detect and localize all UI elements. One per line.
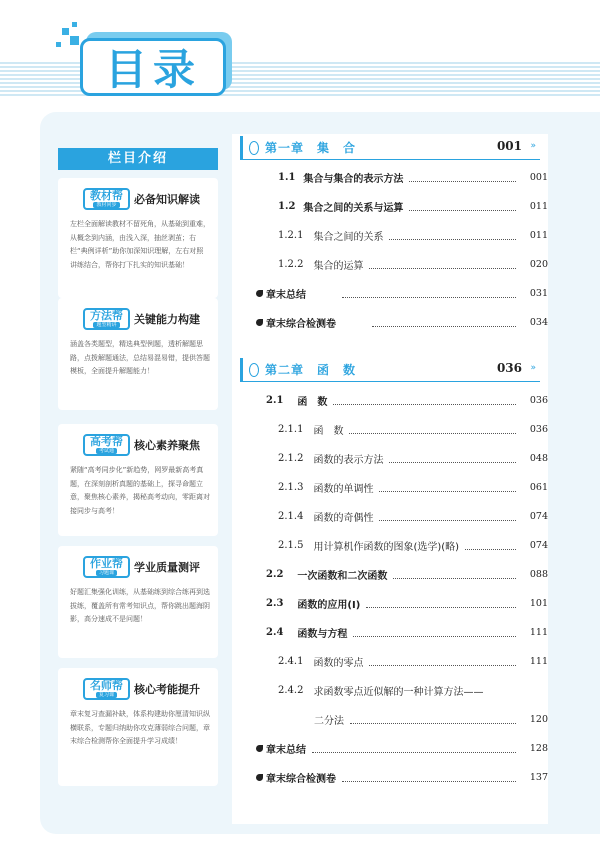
chapter-heading[interactable] — [240, 358, 540, 382]
page-number: 101 — [529, 597, 548, 609]
toc-entry[interactable] — [232, 314, 548, 330]
card-body: 涵盖各类题型，精选典型例题，透析解题思路，点拨解题通法，总结易混易错，提供答题模板，全面提升解题能力！ — [70, 340, 210, 375]
tag-sublabel: 题型精讲 — [93, 322, 119, 328]
section-title: 函数的应用(Ⅰ) — [297, 599, 361, 611]
double-chevron-icon: » — [530, 141, 536, 151]
page-number: 120 — [529, 713, 548, 725]
toc-entry-continued[interactable] — [232, 711, 548, 727]
leader-dots — [353, 628, 516, 637]
page-number: 034 — [529, 316, 548, 328]
bulb-icon — [249, 363, 259, 377]
card-head — [83, 186, 200, 212]
toc-entry[interactable] — [232, 740, 548, 756]
toc-entry[interactable] — [232, 682, 548, 698]
section-number: 1.1 — [278, 171, 296, 183]
card-body: 左栏全面解读教材不留死角，从基础到重难，从概念到内涵，由浅入深，抽丝剥茧；右栏“典例详析”助你加深知识理解，左右对照讲练结合，帮你打下扎实的知识基础！ — [70, 220, 210, 269]
section-title: 函 数 — [297, 396, 328, 408]
section-number: 2.1.4 — [278, 510, 304, 522]
table-of-contents — [232, 134, 548, 824]
leader-dots — [342, 773, 516, 782]
leader-dots — [379, 483, 516, 492]
toc-entry[interactable] — [232, 653, 548, 669]
toc-entry[interactable] — [232, 450, 548, 466]
column-tag — [83, 434, 130, 456]
leader-dots — [409, 202, 516, 211]
leader-dots — [372, 318, 516, 327]
card-headline: 必备知识解读 — [134, 193, 200, 206]
card-body: 章末复习查漏补缺，体系构建助你厘清知识纵横联系，专题归纳助你攻克薄弱综合问题，章末综合检测帮你全面提升学习成绩！ — [70, 710, 210, 745]
section-number: 1.2.2 — [278, 258, 304, 270]
card-body: 好题汇集强化训练，从基础练到综合练再到选拔练，覆盖所有常考知识点，帮你跳出题海阴影，高分速成不是问题！ — [70, 588, 210, 623]
section-title: 函数的奇偶性 — [313, 512, 374, 524]
leader-dots — [389, 231, 516, 240]
decor-square — [62, 28, 69, 35]
leader-dots — [366, 599, 516, 608]
sidebar-title: 栏目介绍 — [58, 148, 218, 170]
tag-sublabel: 习题课 — [96, 570, 117, 576]
page-number: 061 — [529, 481, 548, 493]
section-title: 函数的单调性 — [313, 483, 374, 495]
tag-label: 方法帮 — [90, 309, 123, 322]
section-title: 求函数零点近似解的一种计算方法—— — [313, 686, 484, 698]
toc-entry[interactable] — [232, 169, 548, 185]
section-title: 章末总结 — [266, 289, 306, 301]
chapter-heading[interactable] — [240, 136, 540, 160]
page-number: 074 — [529, 510, 548, 522]
card-head — [83, 554, 200, 580]
column-tag — [83, 308, 130, 330]
page-number: 036 — [529, 423, 548, 435]
toc-entry[interactable] — [232, 421, 548, 437]
section-title: 集合之间的关系与运算 — [303, 202, 404, 214]
tag-sublabel: 考试通 — [96, 448, 117, 454]
column-tag — [83, 678, 130, 700]
section-number: 2.4 — [266, 626, 284, 638]
column-tag — [83, 188, 130, 210]
leader-dots — [409, 173, 516, 182]
toc-entry[interactable] — [232, 624, 548, 640]
leaf-bullet-icon — [256, 745, 263, 752]
page-number: 020 — [529, 258, 548, 270]
leaf-bullet-icon — [256, 774, 263, 781]
page-title: 目录 — [104, 45, 201, 94]
bulb-icon — [249, 141, 259, 155]
tag-sublabel: 复习课 — [96, 692, 117, 698]
toc-entry[interactable] — [232, 392, 548, 408]
leader-dots — [389, 454, 516, 463]
toc-entry[interactable] — [232, 198, 548, 214]
toc-entry[interactable] — [232, 285, 548, 301]
section-title: 集合的运算 — [313, 260, 364, 272]
page-number: 111 — [529, 626, 548, 638]
section-number: 2.1 — [266, 394, 284, 406]
page-number: 001 — [529, 171, 548, 183]
page-number: 011 — [529, 200, 548, 212]
page-number: 036 — [529, 394, 548, 406]
section-title: 章末综合检测卷 — [266, 318, 336, 330]
section-title: 章末总结 — [266, 744, 306, 756]
chapter-title: 第一章 集 合 — [265, 141, 357, 155]
card-headline: 关键能力构建 — [134, 313, 200, 326]
section-number: 2.3 — [266, 597, 284, 609]
chapter-page: 001 — [496, 139, 522, 153]
section-number: 2.2 — [266, 568, 284, 580]
page-number: 111 — [529, 655, 548, 667]
page-number: 011 — [529, 229, 548, 241]
card-head — [83, 676, 200, 702]
toc-entry[interactable] — [232, 537, 548, 553]
section-number: 1.2.1 — [278, 229, 304, 241]
section-number: 2.4.1 — [278, 655, 304, 667]
section-number: 2.1.2 — [278, 452, 304, 464]
tag-label: 名师帮 — [90, 679, 123, 692]
section-number: 2.1.1 — [278, 423, 304, 435]
leaf-bullet-icon — [256, 319, 263, 326]
page-number: 048 — [529, 452, 548, 464]
leader-dots — [393, 570, 516, 579]
page-number: 031 — [529, 287, 548, 299]
leader-dots — [333, 396, 516, 405]
section-title: 章末综合检测卷 — [266, 773, 336, 785]
toc-entry[interactable] — [232, 566, 548, 582]
section-title: 函数的表示方法 — [313, 454, 384, 466]
section-title: 函数与方程 — [297, 628, 348, 640]
card-headline: 核心考能提升 — [134, 683, 200, 696]
page-number: 074 — [529, 539, 548, 551]
intro-card — [58, 668, 218, 786]
section-title: 用计算机作函数的图象(选学)(略) — [313, 541, 460, 553]
toc-entry[interactable] — [232, 595, 548, 611]
intro-card — [58, 546, 218, 658]
decor-square — [70, 36, 79, 45]
section-number: 2.1.3 — [278, 481, 304, 493]
toc-entry[interactable] — [232, 227, 548, 243]
leader-dots — [312, 744, 516, 753]
leader-dots — [369, 657, 516, 666]
section-title: 函 数 — [313, 425, 344, 437]
section-number: 2.1.5 — [278, 539, 304, 551]
toc-entry[interactable] — [232, 479, 548, 495]
leader-dots — [342, 289, 516, 298]
tag-label: 作业帮 — [90, 557, 123, 570]
leader-dots — [369, 260, 516, 269]
toc-entry[interactable] — [232, 256, 548, 272]
card-headline: 学业质量测评 — [134, 561, 200, 574]
section-title: 集合与集合的表示方法 — [303, 173, 404, 185]
tag-sublabel: 教材同步 — [93, 202, 119, 208]
section-title: 函数的零点 — [313, 657, 364, 669]
card-head — [83, 306, 200, 332]
chapter-title: 第二章 函 数 — [265, 363, 357, 377]
leader-dots — [465, 541, 516, 550]
decor-square — [56, 42, 61, 47]
section-number: 2.4.2 — [278, 684, 304, 696]
section-title: 集合之间的关系 — [313, 231, 384, 243]
chapter-page: 036 — [496, 361, 522, 375]
intro-card — [58, 178, 218, 298]
sidebar — [58, 148, 218, 820]
leaf-bullet-icon — [256, 290, 263, 297]
card-headline: 核心素养聚焦 — [134, 439, 200, 452]
leader-dots — [349, 425, 516, 434]
card-body: 紧随“高考同步化”新趋势，网罗最新高考真题，在深刻剖析真题的基础上，探寻命题立意，聚焦核心素养，揭秘高考动向，零距离对接同步与高考！ — [70, 466, 210, 515]
column-tag — [83, 556, 130, 578]
tag-label: 高考帮 — [90, 435, 123, 448]
page-number: 137 — [529, 771, 548, 783]
page-number: 088 — [529, 568, 548, 580]
double-chevron-icon: » — [530, 363, 536, 373]
toc-entry[interactable] — [232, 769, 548, 785]
leader-dots — [350, 715, 516, 724]
section-number: 1.2 — [278, 200, 296, 212]
page-number: 128 — [529, 742, 548, 754]
decor-square — [72, 22, 77, 27]
intro-card — [58, 298, 218, 410]
section-title-continued: 二分法 — [314, 715, 344, 727]
toc-entry[interactable] — [232, 508, 548, 524]
tag-label: 教材帮 — [90, 189, 123, 202]
leader-dots — [379, 512, 516, 521]
section-title: 一次函数和二次函数 — [297, 570, 388, 582]
intro-card — [58, 424, 218, 536]
page-title-box — [80, 38, 226, 96]
card-head — [83, 432, 200, 458]
